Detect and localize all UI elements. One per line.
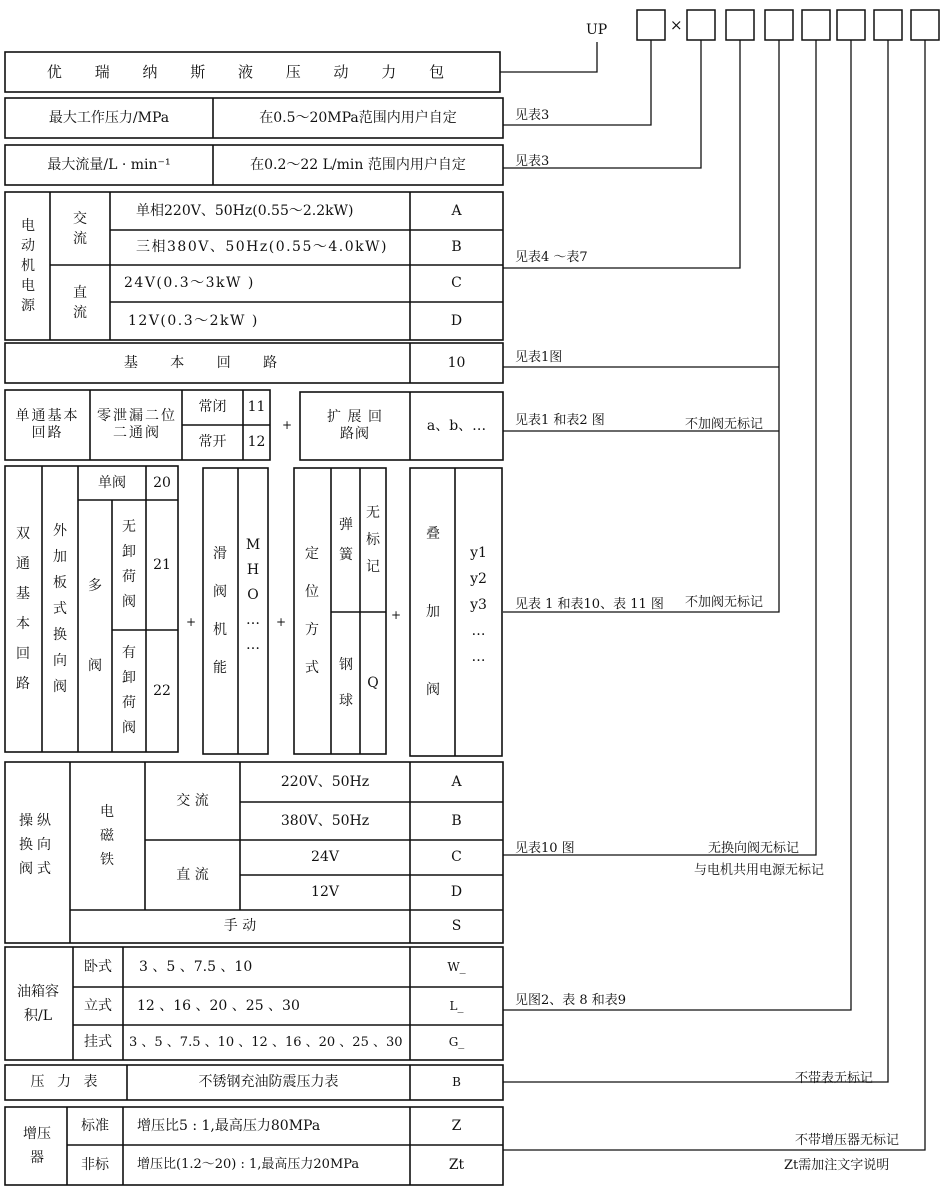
- spool-code: …: [246, 611, 260, 628]
- motor-dc: 直流: [73, 284, 87, 321]
- operate-dc: 直 流: [176, 866, 209, 883]
- pressure-value: 在0.5～20MPa范围内用户自定: [259, 109, 457, 126]
- tank-ref: 见图2、表 8 和表9: [515, 993, 627, 1008]
- operate-note-1: 无换向阀无标记: [708, 841, 800, 856]
- plus-sign: +: [390, 607, 402, 622]
- flow-value: 在0.2～22 L/min 范围内用户自定: [250, 156, 466, 173]
- stack-code: …: [471, 623, 486, 639]
- operate-manual: 手 动: [223, 918, 257, 935]
- operate-code-c: C: [451, 849, 462, 866]
- plus-sign: +: [275, 614, 287, 629]
- dual-noload-code: 21: [153, 556, 171, 573]
- operate-manual-code: S: [451, 918, 462, 935]
- ext-label: 扩 展 回路阀: [327, 409, 383, 442]
- basic-label: 基 本 回 路: [123, 354, 292, 371]
- booster-note-2: Zt需加注文字说明: [784, 1158, 890, 1173]
- dual-load: 有卸荷阀: [122, 645, 136, 736]
- dual-label: 双通基本回路: [16, 526, 30, 692]
- booster-code-1: Z: [451, 1117, 462, 1134]
- tank-type-2: 立式: [84, 997, 112, 1014]
- motor-label: 电动机电源: [21, 218, 35, 314]
- stack-code: y3: [470, 597, 487, 613]
- operate-note-2: 与电机共用电源无标记: [694, 863, 825, 878]
- dual-multi: 多阀: [88, 578, 102, 674]
- code-prefix: UP: [586, 22, 608, 38]
- pressure-label: 最大工作压力/MPa: [48, 109, 170, 126]
- tank-sizes-3: 3 、5 、7.5 、10 、12 、16 、20 、25 、30: [129, 1034, 403, 1050]
- spring-code: 无标记: [366, 504, 380, 575]
- dual-single-code: 20: [153, 474, 171, 491]
- spool-label: 滑阀机能: [213, 546, 227, 676]
- dual-load-code: 22: [153, 682, 171, 699]
- motor-desc-d: 12V(0.3～2kW ): [128, 312, 259, 329]
- motor-code-b: B: [451, 239, 462, 256]
- single-no: 常开: [198, 434, 227, 451]
- stack-code: y2: [470, 571, 487, 587]
- motor-ref: 见表4 ～表7: [515, 250, 588, 265]
- spring-label: 弹簧: [339, 517, 353, 563]
- motor-code-a: A: [451, 202, 462, 219]
- motor-desc-a: 单相220V、50Hz(0.55～2.2kW): [136, 202, 354, 219]
- position-label: 定位方式: [305, 546, 319, 676]
- operate-ref: 见表10 图: [515, 841, 575, 856]
- operate-desc-d: 12V: [311, 884, 339, 901]
- spool-code: O: [247, 586, 259, 603]
- flow-ref: 见表3: [515, 154, 550, 169]
- booster-desc-1: 增压比5 : 1,最高压力80MPa: [137, 1117, 321, 1134]
- stack-code: …: [471, 649, 486, 665]
- operate-desc-b: 380V、50Hz: [280, 812, 370, 829]
- tank-type-1: 卧式: [84, 958, 112, 975]
- gauge-note: 不带表无标记: [795, 1071, 874, 1086]
- booster-code-2: Zt: [448, 1156, 465, 1173]
- gauge-code: B: [452, 1075, 461, 1090]
- operate-code-b: B: [451, 812, 462, 829]
- operate-code-d: D: [450, 884, 463, 901]
- spool-code: M: [245, 536, 261, 553]
- tank-code-1: W_: [447, 959, 466, 974]
- motor-code-c: C: [451, 275, 462, 292]
- booster-note-1: 不带增压器无标记: [795, 1133, 900, 1148]
- dual-single: 单阀: [98, 474, 126, 491]
- single-nc-code: 11: [247, 399, 266, 416]
- dual-valve: 外加板式换向阀: [53, 523, 67, 695]
- basic-ref: 见表1图: [515, 350, 563, 365]
- motor-desc-c: 24V(0.3～3kW ): [124, 275, 255, 292]
- tank-label: 油箱容积/L: [17, 983, 59, 1024]
- electro-label: 电磁铁: [100, 804, 114, 868]
- stack-code: y1: [470, 545, 487, 561]
- dual-ref: 见表 1 和表10、表 11 图: [515, 597, 664, 612]
- single-ref: 见表1 和表2 图: [515, 413, 605, 428]
- dual-noload: 无卸荷阀: [122, 519, 136, 610]
- gauge-label: 压 力 表: [30, 1074, 102, 1091]
- motor-desc-b: 三相380V、50Hz(0.55～4.0kW): [136, 239, 388, 256]
- spool-code: …: [246, 636, 260, 653]
- stack-label: 叠加阀: [426, 526, 440, 698]
- gauge-desc: 不锈钢充油防震压力表: [198, 1074, 339, 1091]
- times-sign: ×: [670, 16, 683, 34]
- operate-code-a: A: [451, 773, 462, 790]
- stack-codes: [455, 540, 502, 670]
- tank-type-3: 挂式: [84, 1034, 112, 1051]
- operate-desc-a: 220V、50Hz: [280, 773, 370, 790]
- ext-code: a、b、…: [426, 417, 487, 434]
- booster-desc-2: 增压比(1.2～20) : 1,最高压力20MPa: [137, 1157, 360, 1173]
- tank-code-3: G_: [448, 1035, 465, 1050]
- ball-code: Q: [367, 674, 379, 691]
- plus-sign: +: [185, 614, 197, 629]
- spool-code: H: [246, 561, 260, 578]
- motor-ac: 交流: [73, 210, 87, 247]
- operate-desc-c: 24V: [311, 849, 339, 866]
- motor-code-d: D: [450, 312, 463, 329]
- booster-type-1: 标准: [81, 1117, 109, 1134]
- single-valve: 零泄漏二位二通阀: [97, 408, 177, 441]
- booster-label: 增压器: [23, 1126, 51, 1166]
- single-nc: 常闭: [198, 399, 227, 416]
- plus-sign: +: [281, 417, 293, 432]
- operate-label: 操纵换向阀式: [19, 813, 55, 877]
- booster-type-2: 非标: [81, 1156, 109, 1173]
- pressure-ref: 见表3: [515, 108, 550, 123]
- dual-note: 不加阀无标记: [685, 595, 764, 610]
- tank-code-2: L_: [449, 998, 464, 1013]
- title: 优 瑞 纳 斯 液 压 动 力 包: [46, 63, 459, 81]
- ball-label: 钢球: [339, 657, 353, 709]
- basic-code: 10: [447, 354, 466, 371]
- single-label: 单通基本回路: [15, 408, 80, 441]
- spool-codes: [238, 530, 268, 660]
- tank-sizes-1: 3 、5 、7.5 、10: [139, 958, 253, 975]
- single-note: 不加阀无标记: [685, 417, 764, 432]
- tank-sizes-2: 12 、16 、20 、25 、30: [137, 997, 300, 1014]
- flow-label: 最大流量/L · min⁻¹: [47, 156, 171, 173]
- operate-ac: 交 流: [176, 792, 209, 809]
- single-no-code: 12: [247, 434, 266, 451]
